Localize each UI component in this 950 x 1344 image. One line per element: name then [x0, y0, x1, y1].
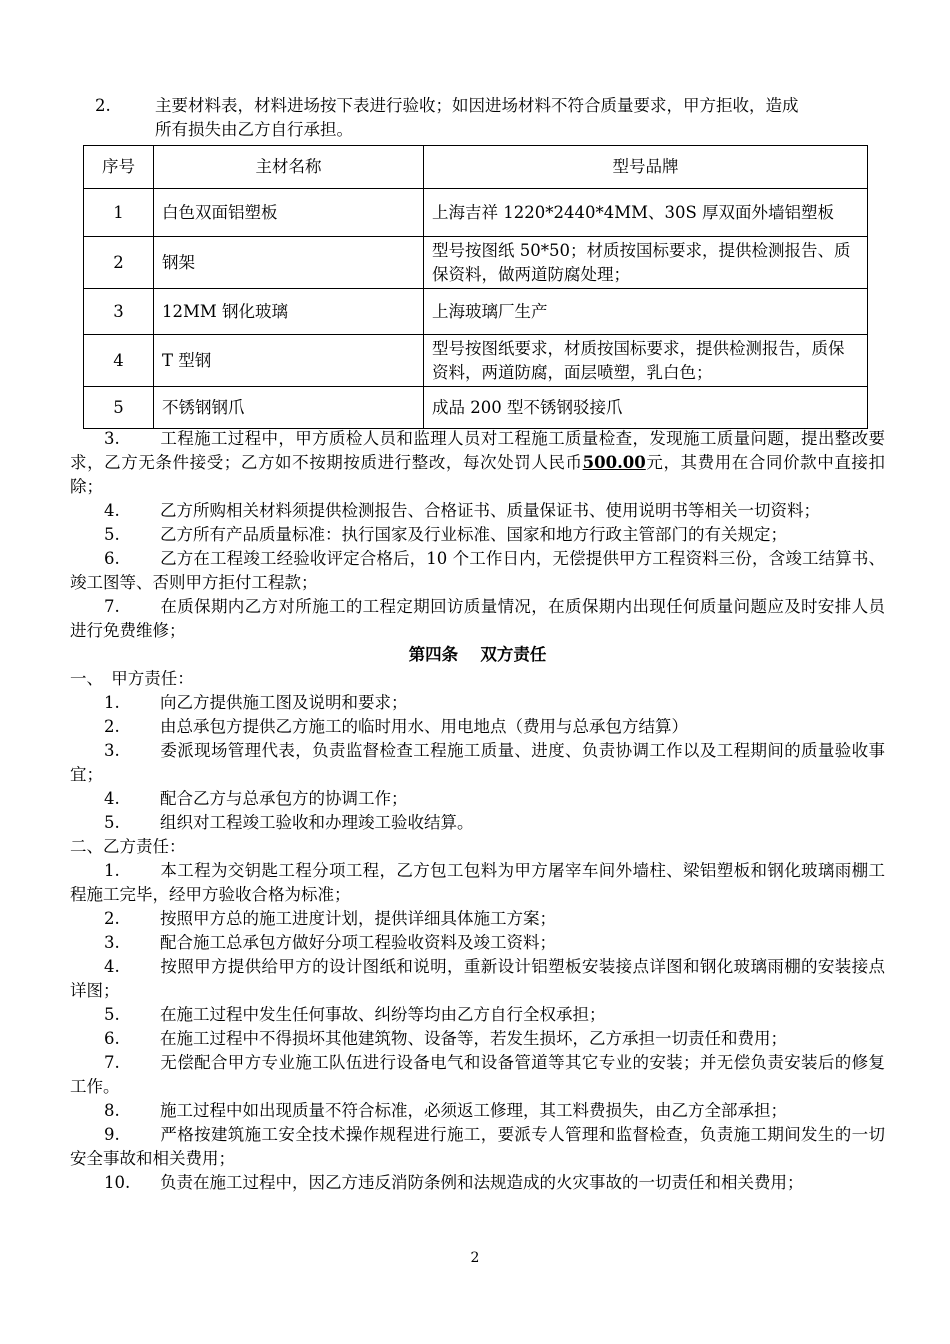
cell-brand: 成品 200 型不锈钢驳接爪 [424, 387, 868, 429]
cell-brand: 上海玻璃厂生产 [424, 289, 868, 335]
party-b-item: 8. 施工过程中如出现质量不符合标准，必须返工修理，其工料费损失，由乙方全部承担； [104, 1101, 787, 1120]
party-a-heading: 一、 甲方责任： [70, 669, 194, 688]
materials-table [83, 145, 868, 429]
penalty-amount: 500.00 [582, 453, 646, 472]
table-row [84, 387, 868, 429]
table-row [84, 289, 868, 335]
table-row [84, 335, 868, 387]
party-a-item: 3. 委派现场管理代表，负责监督检查工程施工质量、进度、负责协调工作以及工程期间的质量验收事宜； [70, 741, 885, 784]
materials-intro [95, 94, 885, 142]
cell-seq: 4 [84, 335, 154, 387]
table-header-row [84, 146, 868, 189]
cell-brand: 上海吉祥 1220*2440*4MM、30S 厚双面外墙铝塑板 [424, 189, 868, 237]
cell-brand: 型号按图纸 50*50；材质按国标要求，提供检测报告、质保资料，做两道防腐处理； [424, 237, 868, 289]
table-row [84, 189, 868, 237]
paragraph-text: 主要材料表，材料进场按下表进行验收；如因进场材料不符合质量要求，甲方拒收，造成 [155, 96, 799, 115]
column-header-material: 主材名称 [154, 146, 424, 189]
cell-material: T 型钢 [154, 335, 424, 387]
party-b-item: 7. 无偿配合甲方专业施工队伍进行设备电气和设备管道等其它专业的安装；并无偿负责安装后的修复工作。 [70, 1053, 885, 1096]
quality-item: 3. 工程施工过程中，甲方质检人员和监理人员对工程施工质量检查，发现施工质量问题，提出整改要求，乙方无条件接受；乙方如不按期按质进行整改，每次处罚人民币500.00元，其费用在合同价款中直接扣除； [70, 429, 886, 496]
item-number: 2. [95, 96, 111, 115]
contract-body [70, 427, 885, 1195]
party-a-item: 2. 由总承包方提供乙方施工的临时用水、用电地点（费用与总承包方结算） [104, 717, 688, 736]
quality-item: 5. 乙方所有产品质量标准：执行国家及行业标准、国家和地方行政主管部门的有关规定； [104, 525, 787, 544]
cell-seq: 3 [84, 289, 154, 335]
column-header-brand: 型号品牌 [424, 146, 868, 189]
cell-seq: 2 [84, 237, 154, 289]
cell-seq: 5 [84, 387, 154, 429]
cell-material: 钢架 [154, 237, 424, 289]
cell-material: 12MM 钢化玻璃 [154, 289, 424, 335]
table-row [84, 237, 868, 289]
party-b-item: 6. 在施工过程中不得损坏其他建筑物、设备等，若发生损坏，乙方承担一切责任和费用； [104, 1029, 787, 1048]
party-b-heading: 二、乙方责任： [70, 837, 186, 856]
paragraph-text: 所有损失由乙方自行承担。 [155, 120, 353, 139]
cell-brand: 型号按图纸要求，材质按国标要求，提供检测报告，质保资料，两道防腐，面层喷塑，乳白色； [424, 335, 868, 387]
party-b-item: 2. 按照甲方总的施工进度计划，提供详细具体施工方案； [104, 909, 556, 928]
quality-item: 4. 乙方所购相关材料须提供检测报告、合格证书、质量保证书、使用说明书等相关一切资料； [104, 501, 820, 520]
party-a-item: 4. 配合乙方与总承包方的协调工作； [104, 789, 408, 808]
quality-item: 7. 在质保期内乙方对所施工的工程定期回访质量情况，在质保期内出现任何质量问题应及时安排人员进行免费维修； [70, 597, 885, 640]
section-title: 第四条 双方责任 [408, 645, 547, 664]
party-b-item: 5. 在施工过程中发生任何事故、纠纷等均由乙方自行全权承担； [104, 1005, 606, 1024]
column-header-seq: 序号 [84, 146, 154, 189]
cell-seq: 1 [84, 189, 154, 237]
party-a-item: 1. 向乙方提供施工图及说明和要求； [104, 693, 408, 712]
party-b-item: 4. 按照甲方提供给甲方的设计图纸和说明，重新设计铝塑板安装接点详图和钢化玻璃雨棚的安装接点详图； [70, 957, 885, 1000]
cell-material: 白色双面铝塑板 [154, 189, 424, 237]
party-b-item: 1. 本工程为交钥匙工程分项工程，乙方包工包料为甲方屠宰车间外墙柱、梁铝塑板和钢化玻璃雨棚工程施工完毕，经甲方验收合格为标准； [70, 861, 885, 904]
party-b-item: 3. 配合施工总承包方做好分项工程验收资料及竣工资料； [104, 933, 556, 952]
party-b-item: 10. 负责在施工过程中，因乙方违反消防条例和法规造成的火灾事故的一切责任和相关费用； [104, 1173, 804, 1192]
party-b-item: 9. 严格按建筑施工安全技术操作规程进行施工，要派专人管理和监督检查，负责施工期间发生的一切安全事故和相关费用； [70, 1125, 885, 1168]
cell-material: 不锈钢钢爪 [154, 387, 424, 429]
quality-item: 6. 乙方在工程竣工经验收评定合格后，10 个工作日内，无偿提供甲方工程资料三份，含竣工结算书、竣工图等、否则甲方拒付工程款； [70, 549, 885, 592]
party-a-item: 5. 组织对工程竣工验收和办理竣工验收结算。 [104, 813, 474, 832]
page-number: 2 [470, 1250, 480, 1266]
